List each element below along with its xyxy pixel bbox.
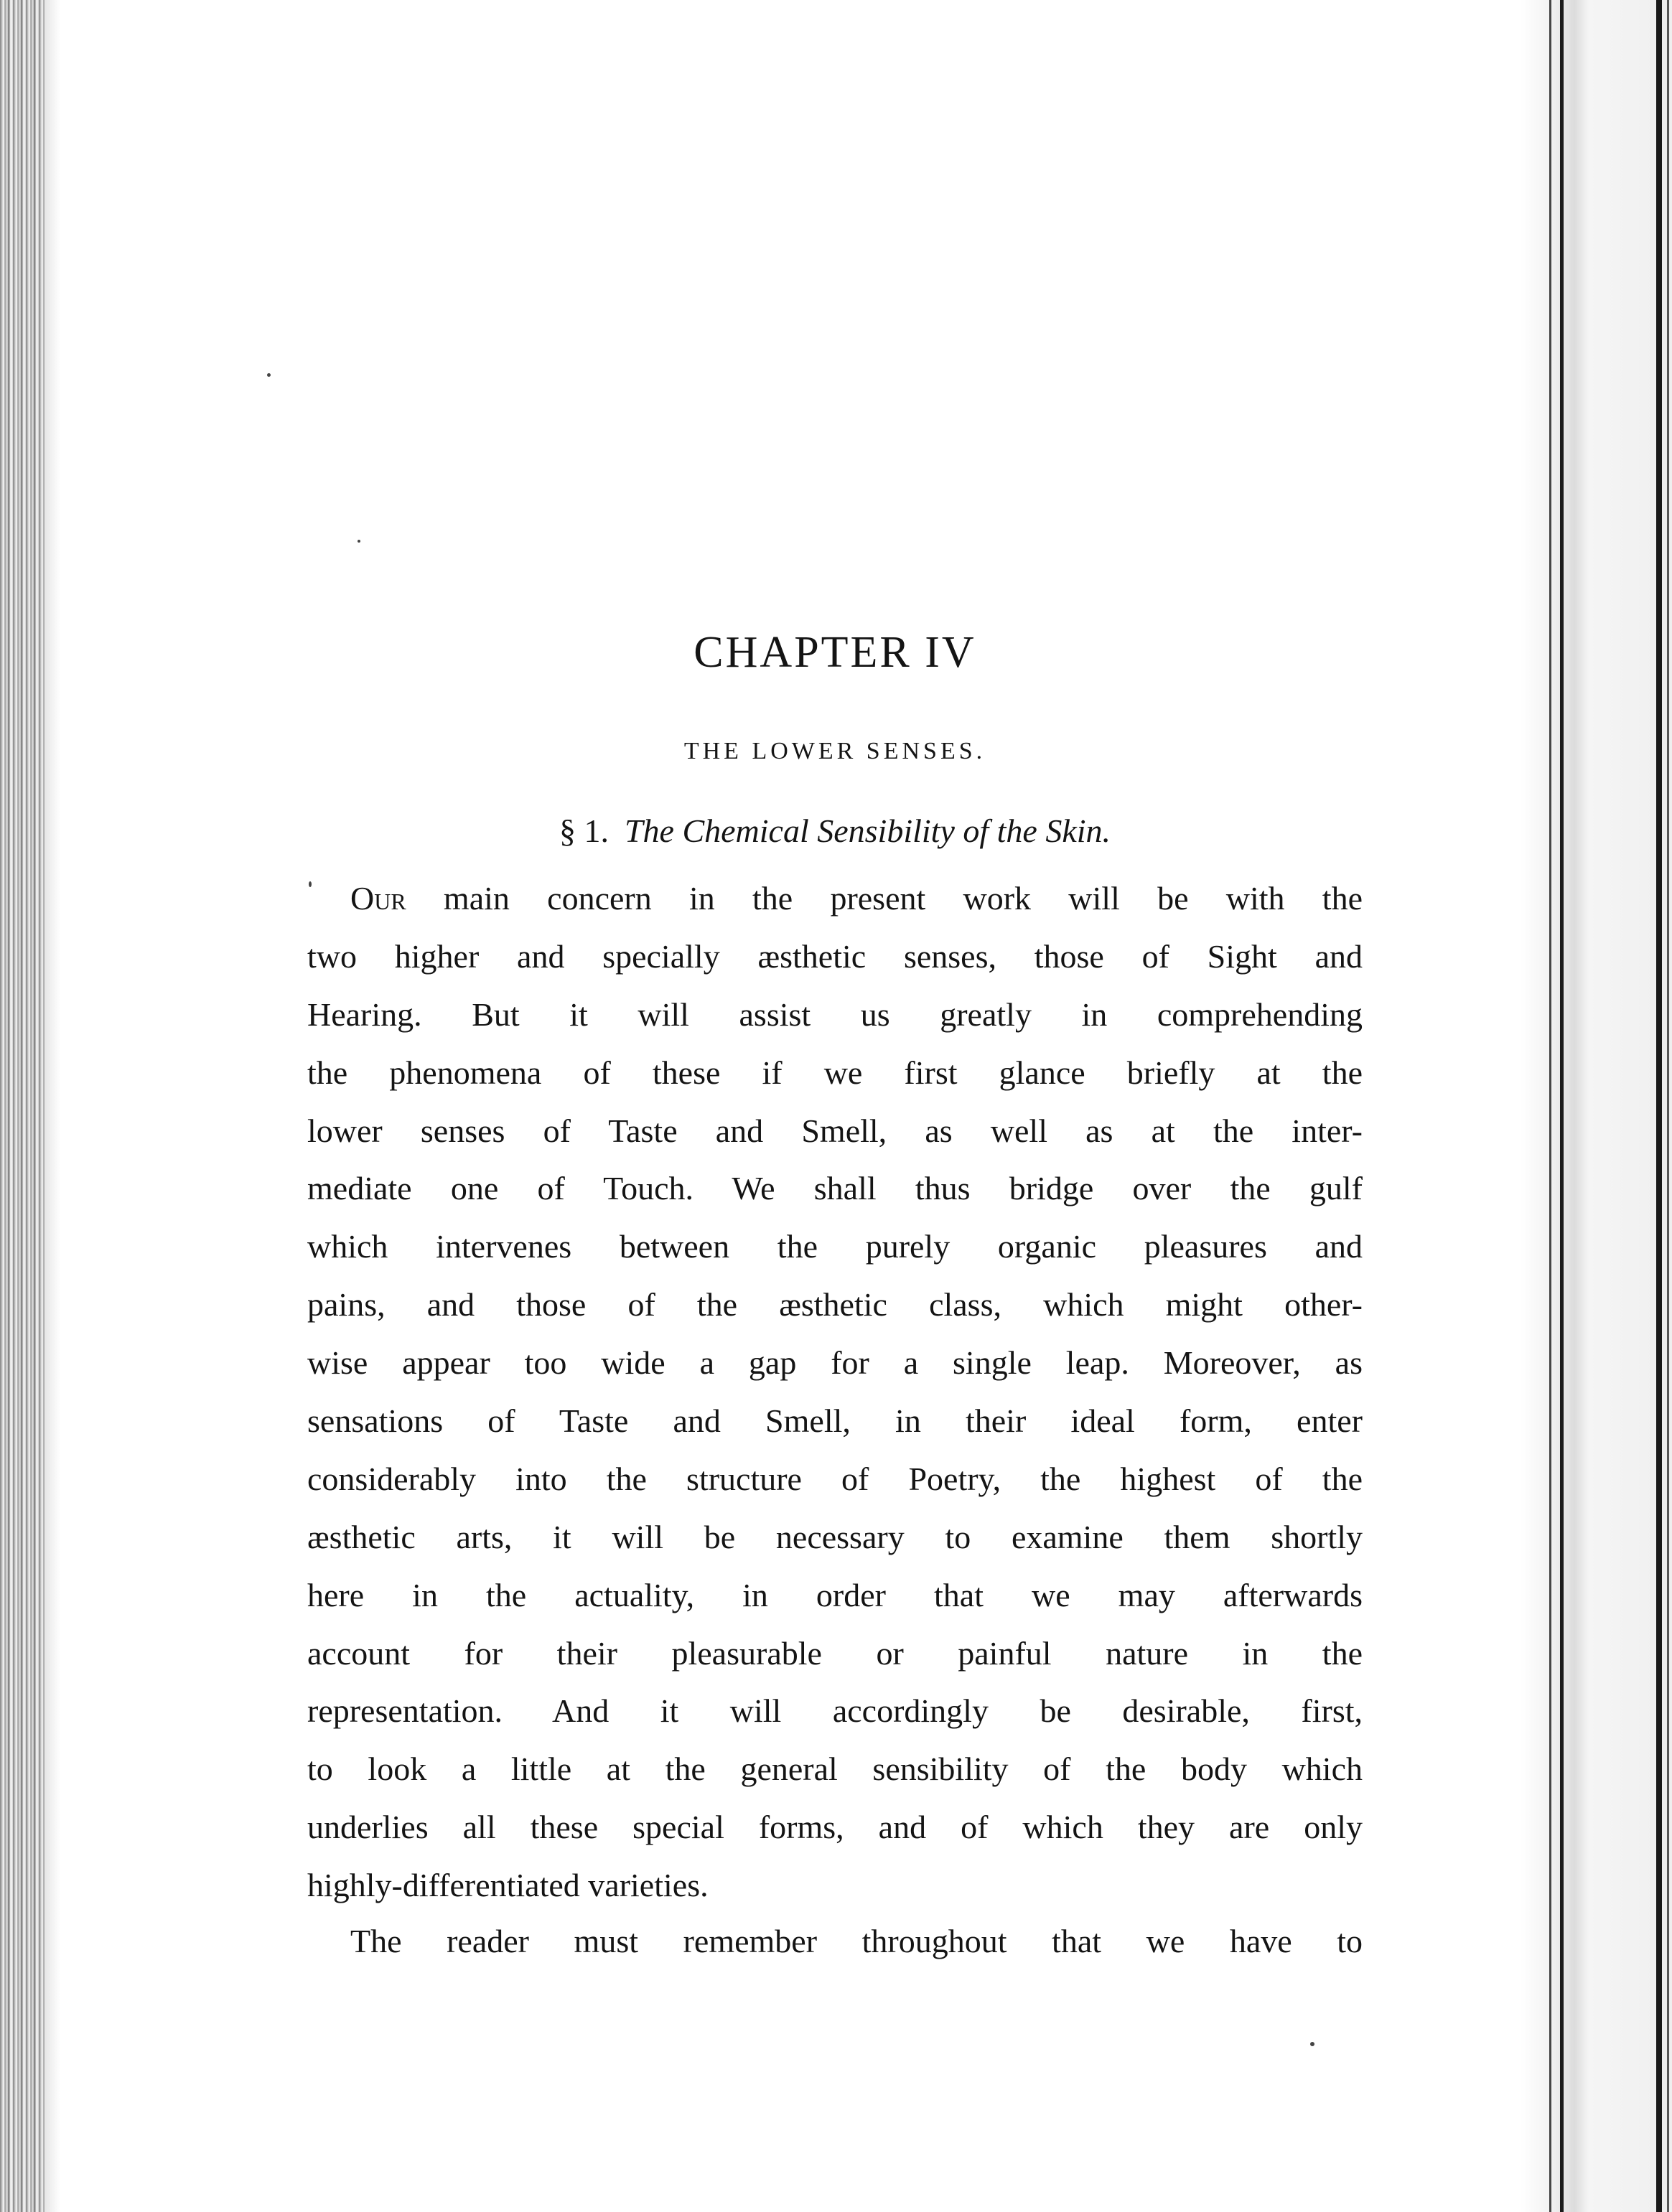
text-line: wise appear too wide a gap for a single leap. Moreover, as [307,1344,1363,1382]
text-line: underlies all these special forms, and of which they are only [307,1809,1363,1846]
section-number: § 1. [559,812,609,849]
paragraph-2 [307,1913,1363,1971]
text-line: highly-differentiated varieties. [307,1867,709,1904]
book-gutter [1521,0,1672,2212]
text-line: which intervenes between the purely organic pleasures and [307,1228,1363,1265]
gutter-line [1560,0,1564,2212]
gutter-line [1656,0,1662,2212]
chapter-title: CHAPTER IV [693,628,976,677]
scan-left-edge [0,0,45,2212]
text-line: pains, and those of the æsthetic class, which might other- [307,1286,1363,1323]
text-line: mediate one of Touch. We shall thus bridge over the gulf [307,1170,1363,1207]
text-line: two higher and specially æsthetic senses, those of Sight and [307,937,1363,975]
gutter-line [1667,0,1669,2212]
text-line: considerably into the structure of Poetry, the highest of the [307,1460,1363,1497]
text-line: lower senses of Taste and Smell, as well as at the inter- [307,1112,1363,1149]
section-title: The Chemical Sensibility of the Skin. [624,812,1111,849]
text-line: here in the actuality, in order that we may afterwards [307,1576,1363,1613]
dust-speck [358,540,360,543]
text-line: The reader must remember throughout that we have to [350,1923,1363,1959]
text-line: Hearing. But it will assist us greatly in comprehending [307,995,1363,1033]
scan-left-edge-fade [45,0,60,2212]
section-heading [307,812,1363,849]
chapter-subtitle: THE LOWER SENSES. [683,738,986,764]
text-line: the phenomena of these if we first glance briefly at the [307,1054,1363,1091]
paragraph-1 [307,870,1363,1915]
first-word: Our [350,880,406,917]
text-line: æsthetic arts, it will be necessary to examine them shortly [307,1518,1363,1555]
text-line: account for their pleasurable or painful nature in the [307,1634,1363,1672]
text-line: Our main concern in the present work will be with the [350,880,1363,917]
text-line: representation. And it will accordingly be desirable, first, [307,1692,1363,1730]
text-line: to look a little at the general sensibility of the body which [307,1751,1363,1788]
gutter-line [1549,0,1551,2212]
dust-speck [1310,2042,1314,2046]
text-line: sensations of Taste and Smell, in their ideal form, enter [307,1402,1363,1440]
dust-speck [267,373,271,377]
